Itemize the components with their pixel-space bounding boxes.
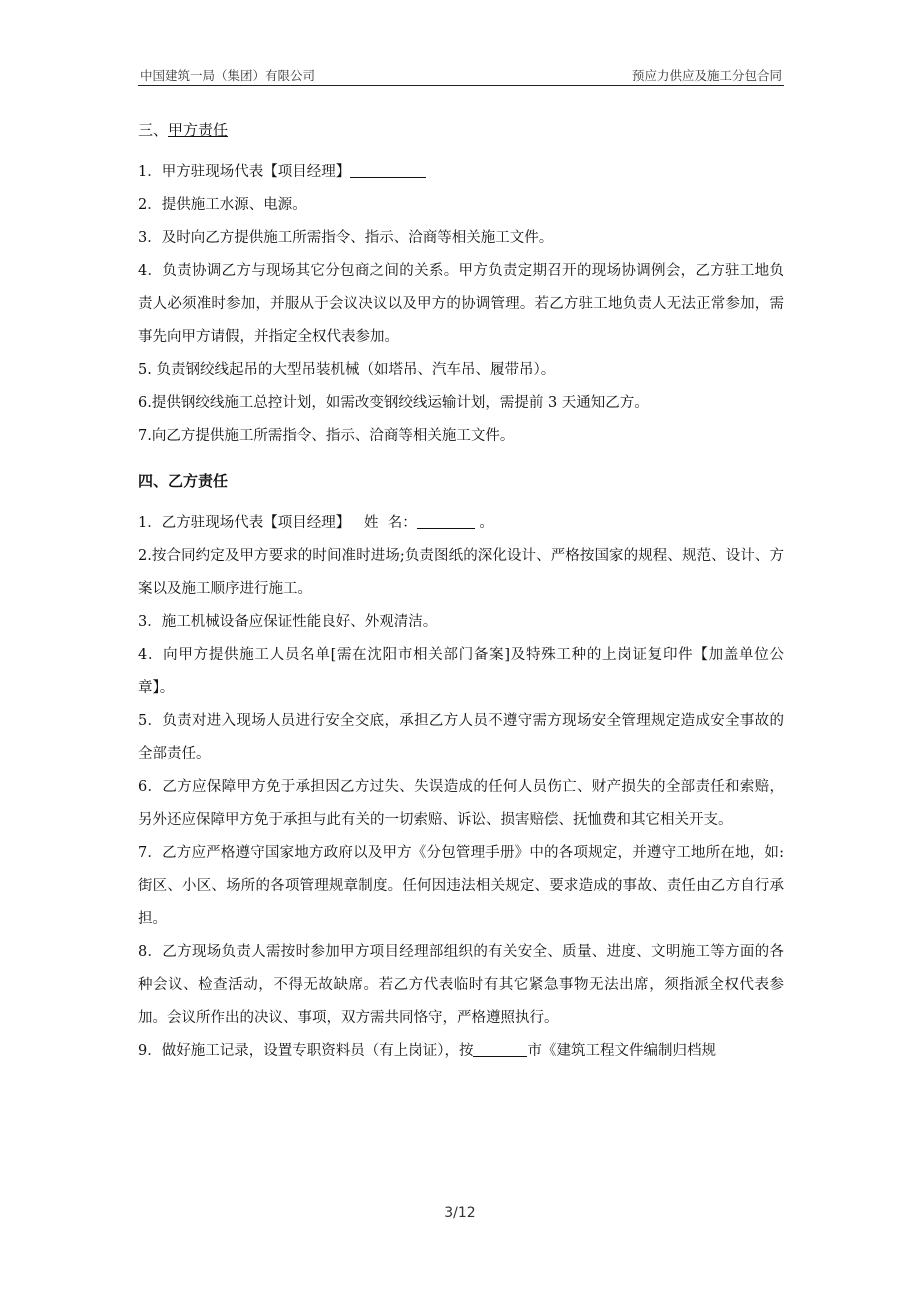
s4-item-6: 6．乙方应保障甲方免于承担因乙方过失、失误造成的任何人员伤亡、财产损失的全部责任和索赔，另外还应保障甲方免于承担与此有关的一切索赔、诉讼、损害赔偿、抚恤费和其它相关开支。 — [138, 779, 784, 828]
s3-item-4: 4．负责协调乙方与现场其它分包商之间的关系。甲方负责定期召开的现场协调例会，乙方驻工地负责人必须准时参加，并服从于会议决议以及甲方的协调管理。若乙方驻工地负责人无法正常参加，需事先向甲方请假，并指定全权代表参加。 — [138, 263, 784, 345]
s4-item-4: 4．向甲方提供施工人员名单[需在沈阳市相关部门备案]及特殊工种的上岗证复印件【加盖单位公章】。 — [138, 647, 784, 696]
s4-item-8: 8．乙方现场负责人需按时参加甲方项目经理部组织的有关安全、质量、进度、文明施工等方面的各种会议、检查活动，不得无故缺席。若乙方代表临时有其它紧急事物无法出席，须指派全权代表参加。会议所作出的决议、事项，双方需共同恪守，严格遵照执行。 — [138, 944, 784, 1026]
s4-item-9 — [138, 1035, 784, 1068]
blank-underline — [350, 163, 426, 179]
blank-underline — [473, 1042, 527, 1058]
s3-item-2: 2．提供施工水源、电源。 — [138, 197, 307, 213]
page-number: 3/12 — [444, 1205, 476, 1221]
blank-underline — [417, 514, 475, 530]
s4-item-3: 3．施工机械设备应保证性能良好、外观清洁。 — [138, 614, 438, 630]
s4-item-9-text: 9．做好施工记录，设置专职资料员（有上岗证），按 — [138, 1043, 474, 1059]
s3-item-3: 3．及时向乙方提供施工所需指令、指示、洽商等相关施工文件。 — [138, 230, 554, 246]
document-body — [138, 112, 784, 1068]
section-3-heading — [138, 112, 784, 148]
s4-item-1-end: 。 — [474, 515, 494, 531]
s4-item-1-text: 1．乙方驻现场代表【项目经理】 姓 名： — [138, 515, 417, 531]
s3-item-1-text: 1．甲方驻现场代表【项目经理】 — [138, 164, 351, 180]
s3-item-1 — [138, 156, 784, 189]
s4-item-7: 7．乙方应严格遵守国家地方政府以及甲方《分包管理手册》中的各项规定，并遵守工地所在地，如:街区、小区、场所的各项管理规章制度。任何因违法相关规定、要求造成的事故、责任由乙方自行承担。 — [138, 845, 784, 927]
s4-item-2: 2.按合同约定及甲方要求的时间准时进场;负责图纸的深化设计、严格按国家的规程、规范、设计、方案以及施工顺序进行施工。 — [138, 548, 784, 597]
s3-item-6: 6.提供钢绞线施工总控计划，如需改变钢绞线运输计划，需提前 3 天通知乙方。 — [138, 395, 649, 411]
s4-item-9-cont: 市《建筑工程文件编制归档规 — [527, 1043, 716, 1059]
header-doc-title: 预应力供应及施工分包合同 — [631, 68, 782, 83]
s3-item-7: 7.向乙方提供施工所需指令、指示、洽商等相关施工文件。 — [138, 428, 515, 444]
section-3-title: 甲方责任 — [168, 121, 229, 139]
s4-item-5: 5．负责对进入现场人员进行安全交底，承担乙方人员不遵守需方现场安全管理规定造成安全事故的全部责任。 — [138, 713, 784, 762]
s3-item-5: 5. 负责钢绞线起吊的大型吊装机械（如塔吊、汽车吊、履带吊）。 — [138, 362, 556, 378]
section-3-number: 三、 — [138, 121, 169, 139]
header-company: 中国建筑一局（集团）有限公司 — [140, 68, 316, 83]
page-header — [138, 63, 784, 86]
s4-item-1 — [138, 507, 784, 540]
section-4-heading: 四、乙方责任 — [138, 472, 229, 490]
